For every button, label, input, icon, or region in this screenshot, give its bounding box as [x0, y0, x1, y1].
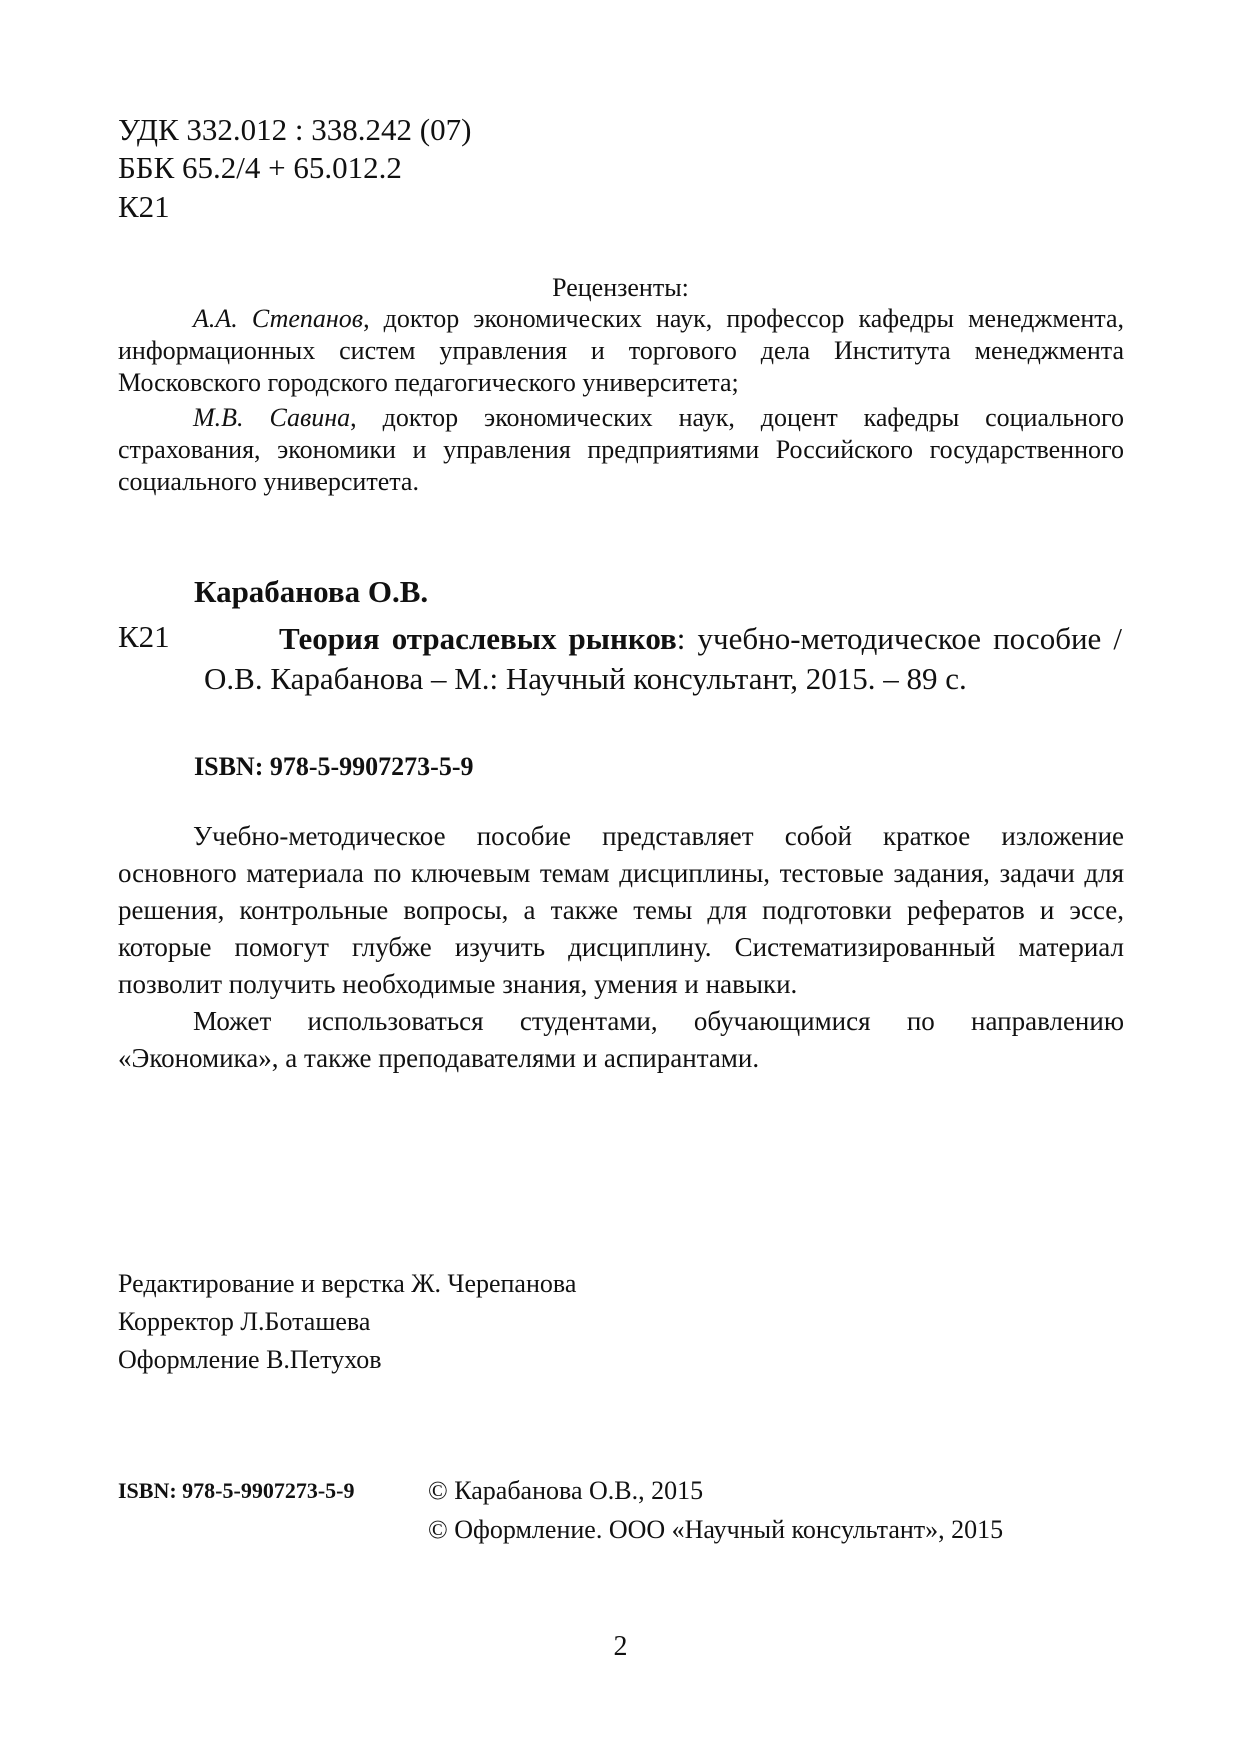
- footer-isbn: ISBN: 978-5-9907273-5-9: [118, 1478, 355, 1503]
- abstract-paragraph: Может использоваться студентами, обучающимися по направлению «Экономика», а также преподавателями и аспирантами.: [118, 1006, 1124, 1073]
- book-title: Теория отраслевых рынков: [279, 621, 677, 656]
- bibliographic-details: : учебно-методическое пособие / О.В. Карабанова – М.: Научный консультант, 2015. – 89 с.: [204, 621, 1122, 696]
- reviewer-description: , доктор экономических наук, профессор кафедры менеджмента, информационных систем управления и торгового дела Института менеджмента Московского городского педагогического университета;: [118, 304, 1124, 397]
- reviewer-description: , доктор экономических наук, доцент кафедры социального страхования, экономики и управления предприятиями Российского государственного социального университета.: [118, 403, 1124, 496]
- isbn: ISBN: 978-5-9907273-5-9: [194, 752, 474, 781]
- copyright-author: © Карабанова О.В., 2015: [428, 1476, 704, 1505]
- page-number: 2: [613, 1631, 628, 1662]
- reviewer-name: М.В. Савина: [193, 403, 351, 432]
- credit-design: Оформление В.Петухов: [118, 1345, 382, 1374]
- abstract-paragraph: Учебно-методическое пособие представляет собой краткое изложение основного материала по ключевым темам дисциплины, тестовые задания, задачи для решения, контрольные вопросы, а также темы для подготовки рефератов и эссе, которые помогут глубже изучить дисциплину. Систематизированный материал позволит получить необходимые знания, умения и навыки.: [118, 821, 1124, 999]
- credit-editing: Редактирование и верстка Ж. Черепанова: [118, 1269, 577, 1298]
- author-sign: К21: [118, 189, 170, 224]
- reviewer-name: А.А. Степанов: [193, 304, 364, 333]
- reviewer-entry-2: [118, 402, 1124, 498]
- udk-code: УДК 332.012 : 338.242 (07): [118, 112, 472, 147]
- credit-proofreader: Корректор Л.Боташева: [118, 1307, 371, 1336]
- abstract: [118, 818, 1124, 1077]
- book-author: Карабанова О.В.: [194, 574, 429, 609]
- bbk-code: ББК 65.2/4 + 65.012.2: [118, 150, 402, 185]
- reviewer-entry-1: [118, 303, 1124, 399]
- copyright-publisher: © Оформление. ООО «Научный консультант», 2015: [428, 1515, 1004, 1544]
- bibliographic-record: [204, 619, 1122, 699]
- biblio-code: К21: [118, 619, 170, 654]
- reviewers-title: Рецензенты:: [552, 273, 689, 302]
